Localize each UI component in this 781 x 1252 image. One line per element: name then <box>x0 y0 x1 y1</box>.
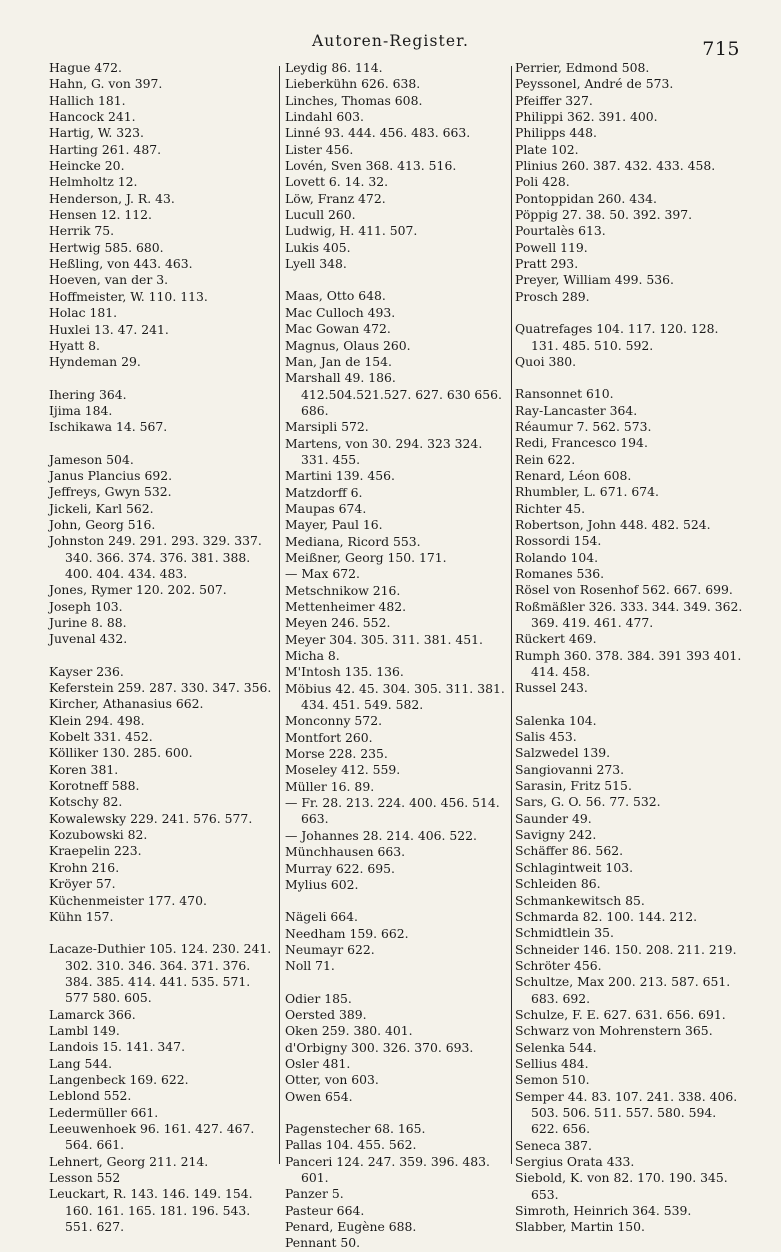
index-entry: Rossordi 154. <box>515 533 602 549</box>
index-entry: — Johannes 28. 214. 406. 522. <box>285 827 478 843</box>
index-entry: Renard, Léon 608. <box>515 467 632 483</box>
index-entry: Hoffmeister, W. 110. 113. <box>49 288 208 304</box>
index-entry: Mylius 602. <box>285 876 359 892</box>
index-entry: Seneca 387. <box>515 1137 592 1153</box>
index-entry: Mettenheimer 482. <box>285 599 407 614</box>
index-entry: M'Intosh 135. 136. <box>285 664 404 680</box>
index-entry: Rolando 104. <box>515 549 599 565</box>
index-entry: Marsipli 572. <box>285 419 369 435</box>
index-entry: Jones, Rymer 120. 202. 507. <box>49 582 227 598</box>
index-entry: Owen 654. <box>285 1088 353 1104</box>
index-entry: Pontoppidan 260. 434. <box>515 190 657 206</box>
index-entry: Schwarz von Mohrenstern 365. <box>515 1023 713 1039</box>
index-entry: Lieberkühn 626. 638. <box>285 76 421 92</box>
index-entry: Lesson 552 <box>49 1170 121 1185</box>
index-entry: Kobelt 331. 452. <box>49 729 153 745</box>
index-entry: Lyell 348. <box>285 256 347 272</box>
index-entry: d'Orbigny 300. 326. 370. 693. <box>285 1039 474 1055</box>
index-entry: Ledermüller 661. <box>49 1104 159 1120</box>
index-entry: Jameson 504. <box>49 451 134 467</box>
index-entry: Monconny 572. <box>285 713 383 729</box>
index-entry: Schröter 456. <box>515 957 602 973</box>
index-entry: Helmholtz 12. <box>49 174 138 190</box>
letter-group-gap <box>49 371 275 387</box>
index-entry: Ray-Lancaster 364. <box>515 402 638 418</box>
index-entry: Matzdorff 6. <box>285 484 363 500</box>
index-entry: Hertwig 585. 680. <box>49 239 164 255</box>
index-entry: Mac Gowan 472. <box>285 321 391 337</box>
index-entry: Rösel von Rosenhof 562. 667. 699. <box>515 582 733 598</box>
letter-group-gap <box>49 436 275 452</box>
letter-group-gap <box>515 305 743 321</box>
index-entry: Selenka 544. <box>515 1039 597 1055</box>
index-entry: Schmidtlein 35. <box>515 925 614 941</box>
index-entry: Linches, Thomas 608. <box>285 92 423 108</box>
index-entry: Pratt 293. <box>515 256 579 272</box>
index-entry: Hartig, W. 323. <box>49 125 144 141</box>
index-entry: Münchhausen 663. <box>285 844 406 860</box>
index-entry: Sars, G. O. 56. 77. 532. <box>515 794 661 810</box>
index-entry: Joseph 103. <box>49 598 123 614</box>
index-entry: Penard, Eugène 688. <box>285 1219 417 1235</box>
index-entry: Pallas 104. 455. 562. <box>285 1137 417 1153</box>
index-entry: Schulze, F. E. 627. 631. 656. 691. <box>515 1006 726 1022</box>
index-entry: Slabber, Martin 150. <box>515 1219 645 1235</box>
index-entry: Johnston 249. 291. 293. 329. 337. 340. 366. 374. 376. 381. 388. 400. 404. 434. 483. <box>49 533 262 581</box>
index-entry: Mediana, Ricord 553. <box>285 533 421 549</box>
index-entry: Leeuwenhoek 96. 161. 427. 467. 564. 661. <box>49 1120 255 1153</box>
index-entry: Schmarda 82. 100. 144. 212. <box>515 908 698 924</box>
index-entry: Hensen 12. 112. <box>49 207 152 223</box>
index-entry: Kayser 236. <box>49 663 124 679</box>
index-entry: Roßmäßler 326. 333. 344. 349. 362. 369. 419. 461. 477. <box>515 598 743 630</box>
letter-group-gap <box>515 697 743 713</box>
index-entry: Otter, von 603. <box>285 1072 379 1088</box>
index-entry: Murray 622. 695. <box>285 860 395 876</box>
index-entry: Richter 45. <box>515 500 586 516</box>
index-entry: Schneider 146. 150. 208. 211. 219. <box>515 941 737 957</box>
index-entry: Panzer 5. <box>285 1186 344 1202</box>
index-entry: — Max 672. <box>285 566 360 582</box>
index-entry: Leblond 552. <box>49 1088 132 1104</box>
index-entry: Pfeiffer 327. <box>515 92 593 108</box>
index-entry: Oersted 389. <box>285 1006 367 1022</box>
index-entry: Plinius 260. 387. 432. 433. 458. <box>515 158 716 174</box>
index-entry: Lambl 149. <box>49 1022 120 1038</box>
index-entry: Lamarck 366. <box>49 1006 136 1022</box>
index-entry: Juvenal 432. <box>49 631 128 647</box>
index-entry: Hyatt 8. <box>49 337 100 353</box>
index-entry: Schleiden 86. <box>515 876 601 892</box>
index-entry: Martens, von 30. 294. 323 324. 331. 455. <box>285 435 483 467</box>
index-entry: Morse 228. 235. <box>285 746 388 762</box>
index-entry: Ischikawa 14. 567. <box>49 419 168 435</box>
index-entry: Martini 139. 456. <box>285 468 395 484</box>
index-entry: Löw, Franz 472. <box>285 190 386 206</box>
index-entry: Hague 472. <box>49 60 122 75</box>
letter-group-gap <box>49 648 275 664</box>
index-entry: Prosch 289. <box>515 288 590 304</box>
index-entry: Oken 259. 380. 401. <box>285 1023 413 1039</box>
index-entry: Kowalewsky 229. 241. 576. 577. <box>49 810 253 826</box>
index-entry: Lovett 6. 14. 32. <box>285 174 389 190</box>
index-entry: Preyer, William 499. 536. <box>515 272 674 288</box>
index-entry: Hancock 241. <box>49 109 136 125</box>
index-entry: Harting 261. 487. <box>49 141 162 157</box>
index-entry: Ihering 364. <box>49 386 127 402</box>
index-entry: — Fr. 28. 213. 224. 400. 456. 514. 663. <box>285 795 500 827</box>
index-entry: Janus Plancius 692. <box>49 467 173 483</box>
index-entry: Needham 159. 662. <box>285 925 409 941</box>
index-entry: Man, Jan de 154. <box>285 353 392 369</box>
index-entry: Meißner, Georg 150. 171. <box>285 549 447 565</box>
index-entry: Quoi 380. <box>515 353 577 369</box>
index-entry: Schäffer 86. 562. <box>515 843 624 859</box>
index-entry: Lehnert, Georg 211. 214. <box>49 1153 209 1169</box>
index-entry: Lucull 260. <box>285 207 356 223</box>
index-entry: Powell 119. <box>515 239 588 255</box>
index-entry: Kühn 157. <box>49 908 114 924</box>
index-entry: Kröyer 57. <box>49 876 116 892</box>
index-entry: Russel 243. <box>515 680 588 696</box>
index-entry: Semon 510. <box>515 1072 590 1088</box>
index-entry: Maupas 674. <box>285 500 367 516</box>
index-entry: Kölliker 130. 285. 600. <box>49 745 193 761</box>
index-column-3 <box>515 60 743 1236</box>
index-entry: Simroth, Heinrich 364. 539. <box>515 1203 692 1219</box>
letter-group-gap <box>285 893 508 909</box>
index-entry: Quatrefages 104. 117. 120. 128. 131. 485. 510. 592. <box>515 321 719 353</box>
index-entry: Perrier, Edmond 508. <box>515 60 650 75</box>
index-entry: Huxlei 13. 47. 241. <box>49 321 169 337</box>
index-entry: Jickeli, Karl 562. <box>49 500 154 516</box>
index-entry: Sarasin, Fritz 515. <box>515 778 632 794</box>
index-entry: Mac Culloch 493. <box>285 304 396 320</box>
index-entry: Salis 453. <box>515 729 577 745</box>
index-entry: Hyndeman 29. <box>49 354 141 370</box>
index-entry: Pöppig 27. 38. 50. 392. 397. <box>515 207 693 223</box>
index-entry: Moseley 412. 559. <box>285 762 401 778</box>
index-column-1 <box>49 60 275 1235</box>
letter-group-gap <box>515 370 743 386</box>
index-entry: Savigny 242. <box>515 827 597 843</box>
index-entry: Metschnikow 216. <box>285 582 401 598</box>
index-entry: Heßling, von 443. 463. <box>49 256 193 272</box>
index-entry: Redi, Francesco 194. <box>515 435 648 451</box>
index-entry: Poli 428. <box>515 174 570 190</box>
index-entry: Pourtalès 613. <box>515 223 606 239</box>
index-entry: Linné 93. 444. 456. 483. 663. <box>285 125 471 141</box>
index-entry: Koren 381. <box>49 761 119 777</box>
index-entry: Salzwedel 139. <box>515 745 611 761</box>
letter-group-gap <box>49 925 275 941</box>
index-entry: Leuckart, R. 143. 146. 149. 154. 160. 161. 165. 181. 196. 543. 551. 627. <box>49 1186 253 1235</box>
index-entry: Plate 102. <box>515 141 579 157</box>
index-entry: Semper 44. 83. 107. 241. 338. 406. 503. 506. 511. 557. 580. 594. 622. 656. <box>515 1088 738 1137</box>
index-entry: Krohn 216. <box>49 859 120 875</box>
index-entry: Pennant 50. <box>285 1235 361 1251</box>
page-number: 715 <box>702 38 740 60</box>
index-entry: Neumayr 622. <box>285 941 375 957</box>
index-entry: Pasteur 664. <box>285 1202 365 1218</box>
index-entry: Magnus, Olaus 260. <box>285 337 411 353</box>
index-entry: Saunder 49. <box>515 810 592 826</box>
index-entry: Noll 71. <box>285 958 335 974</box>
index-entry: Meyer 304. 305. 311. 381. 451. <box>285 631 483 647</box>
index-entry: Landois 15. 141. 347. <box>49 1039 186 1055</box>
index-entry: Lacaze-Duthier 105. 124. 230. 241. 302. 310. 346. 364. 371. 376. 384. 385. 414. 441. 535. 571. 577 580. 605. <box>49 941 272 1006</box>
index-entry: Rumph 360. 378. 384. 391 393 401. 414. 458. <box>515 647 742 680</box>
index-entry: Meyen 246. 552. <box>285 615 391 631</box>
index-entry: Panceri 124. 247. 359. 396. 483. 601. <box>285 1153 490 1185</box>
index-column-2 <box>285 60 508 1252</box>
index-entry: Odier 185. <box>285 990 352 1006</box>
index-entry: Lukis 405. <box>285 239 351 255</box>
index-entry: Marshall 49. 186. 412.504.521.527. 627. 630 656. 686. <box>285 370 502 418</box>
index-entry: Jurine 8. 88. <box>49 615 127 630</box>
index-entry: Pagenstecher 68. 165. <box>285 1120 426 1136</box>
index-entry: Ransonnet 610. <box>515 386 614 402</box>
index-entry: Salenka 104. <box>515 712 597 728</box>
index-entry: Küchenmeister 177. 470. <box>49 892 207 908</box>
letter-group-gap <box>285 272 508 288</box>
index-entry: Leydig 86. 114. <box>285 60 383 75</box>
index-entry: Müller 16. 89. <box>285 778 375 794</box>
index-entry: Hallich 181. <box>49 92 126 108</box>
index-entry: Henderson, J. R. 43. <box>49 190 175 206</box>
index-entry: Langenbeck 169. 622. <box>49 1071 189 1087</box>
index-entry: Lister 456. <box>285 141 354 157</box>
index-entry: Korotneff 588. <box>49 778 140 794</box>
index-entry: Micha 8. <box>285 648 340 664</box>
index-entry: Sangiovanni 273. <box>515 761 625 777</box>
column-rule <box>279 66 280 1164</box>
index-entry: Lindahl 603. <box>285 109 364 125</box>
index-entry: Heincke 20. <box>49 158 125 174</box>
letter-group-gap <box>285 975 508 991</box>
index-entry: Philipps 448. <box>515 125 597 141</box>
index-entry: Kraepelin 223. <box>49 843 142 859</box>
index-entry: Kozubowski 82. <box>49 827 148 843</box>
letter-group-gap <box>285 1105 508 1121</box>
index-entry: Schmankewitsch 85. <box>515 892 645 908</box>
index-entry: Schlagintweit 103. <box>515 859 634 875</box>
index-entry: Holac 181. <box>49 305 118 321</box>
index-entry: Hahn, G. von 397. <box>49 76 163 92</box>
page-header <box>0 30 781 60</box>
index-entry: Kircher, Athanasius 662. <box>49 696 204 712</box>
index-entry: Herrik 75. <box>49 223 115 239</box>
index-entry: Hoeven, van der 3. <box>49 272 169 288</box>
index-entry: Klein 294. 498. <box>49 712 145 728</box>
index-entry: Kotschy 82. <box>49 794 123 810</box>
index-entry: Lang 544. <box>49 1055 113 1071</box>
index-entry: Ijima 184. <box>49 402 113 418</box>
index-entry: Robertson, John 448. 482. 524. <box>515 516 711 532</box>
index-entry: Rein 622. <box>515 451 576 467</box>
index-entry: Schultze, Max 200. 213. 587. 651. 683. 692. <box>515 974 731 1006</box>
column-rule <box>511 66 512 1164</box>
index-entry: Maas, Otto 648. <box>285 288 386 304</box>
index-entry: Ludwig, H. 411. 507. <box>285 223 418 239</box>
index-entry: Philippi 362. 391. 400. <box>515 109 658 125</box>
index-entry: Jeffreys, Gwyn 532. <box>49 484 172 500</box>
index-entry: Rückert 469. <box>515 631 597 647</box>
index-entry: Rhumbler, L. 671. 674. <box>515 484 659 500</box>
index-entry: Möbius 42. 45. 304. 305. 311. 381. 434. 451. 549. 582. <box>285 680 505 713</box>
index-entry: Sergius Orata 433. <box>515 1154 635 1169</box>
index-entry: Siebold, K. von 82. 170. 190. 345. 653. <box>515 1170 728 1202</box>
index-entry: Nägeli 664. <box>285 909 358 925</box>
index-entry: Sellius 484. <box>515 1055 589 1071</box>
index-entry: Lovén, Sven 368. 413. 516. <box>285 158 457 174</box>
index-entry: Mayer, Paul 16. <box>285 517 383 533</box>
index-entry: Peyssonel, André de 573. <box>515 76 674 92</box>
index-entry: Montfort 260. <box>285 729 373 745</box>
index-entry: Keferstein 259. 287. 330. 347. 356. <box>49 680 272 696</box>
index-entry: Romanes 536. <box>515 565 605 581</box>
index-entry: John, Georg 516. <box>49 516 156 532</box>
running-title: Autoren-Register. <box>312 32 469 50</box>
index-entry: Osler 481. <box>285 1055 351 1071</box>
index-entry: Réaumur 7. 562. 573. <box>515 418 652 434</box>
